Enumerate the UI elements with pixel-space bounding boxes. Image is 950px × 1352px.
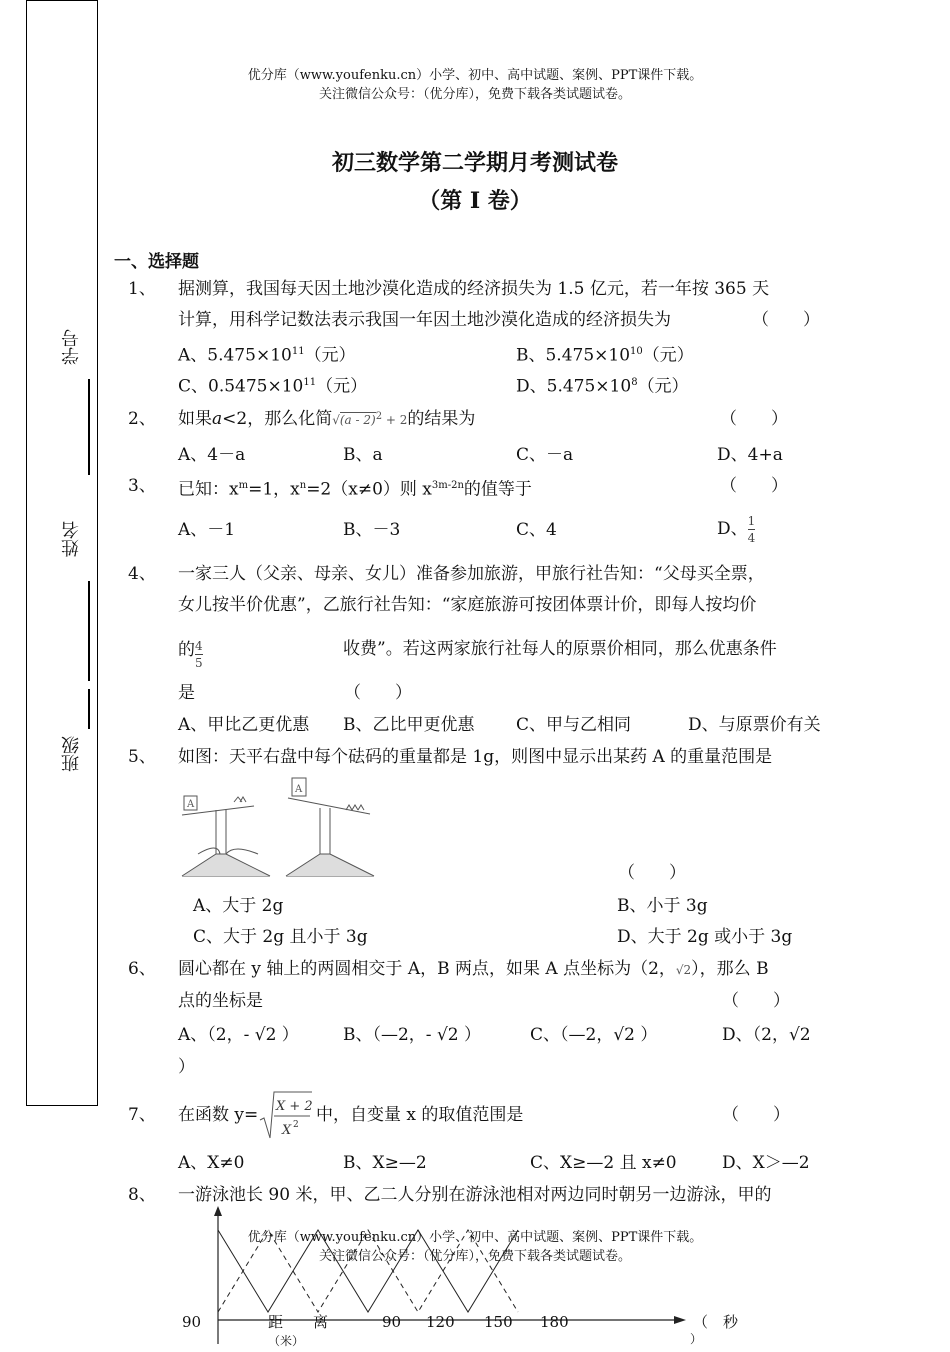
q2-option-c: C、－a [516,445,574,465]
section-heading: 一、选择题 [114,252,199,272]
svg-text:X + 2: X + 2 [276,1099,313,1114]
page-title: 初三数学第二学期月考测试卷 [331,150,618,176]
q4-option-c: C、甲与乙相同 [516,715,632,735]
graph-x-unit-close: ） [690,1332,703,1346]
id-label: 学号 [61,329,82,365]
class-line [88,689,90,729]
q3-stem: 已知：$x^m=1$，$x^n=2(x\ne 0)$则 $x^{3m-2n}$的值等于 [178,479,532,500]
q6-number: 6、 [128,959,156,979]
q2-option-a: A、4－a [178,445,246,465]
q2-option-d: D、4+a [717,445,783,465]
q5-option-c: C、大于 2g 且小于 3g [193,927,368,947]
q7-option-d: D、X＞—2 [722,1153,810,1173]
q4-line-2: 女儿按半价优惠”，乙旅行社告知：“家庭旅游可按团体票计价，即每人按均价 [178,595,757,615]
header-line-1: 优分库（www.youfenku.cn）小学、初中、高中试题、案例、PPT课件下载。 [247,68,703,83]
q7-radical [258,1090,314,1140]
x-tick-label: 150 [484,1313,513,1331]
q6-option-d-close: ） [178,1057,195,1077]
balance-right [286,778,374,876]
q4-number: 4、 [128,564,156,584]
graph-y-unit: （米） [268,1334,305,1348]
q6-option-b: B、（—2，- √2 ） [343,1025,482,1045]
name-line [88,581,90,681]
q1-option-a: A、$5.475\times 10^{11}$（元） [178,345,356,366]
balance-figure [178,772,378,882]
x-tick-label: 120 [426,1313,455,1331]
footer-line-1: 优分库（www.youfenku.cn）小学、初中、高中试题、案例、PPT课件下载。 [247,1230,703,1245]
q4-line-3-end: 收费”。若这两家旅行社每人的原票价相同，那么优惠条件 [343,639,777,659]
q2-number: 2、 [128,409,156,429]
header-line-2: 关注微信公众号：（优分库），免费下载各类试题试卷。 [318,87,631,102]
x-tick-label: 180 [540,1313,569,1331]
x-tick-label: 90 [382,1313,402,1331]
q7-option-b: B、X≥—2 [343,1153,427,1173]
q1-line-1: 据测算，我国每天因土地沙漠化造成的经济损失为 1.5 亿元，若一年按 365 天 [178,279,770,299]
graph-y-mark: 90 [182,1313,202,1331]
q3-paren: （ ） [720,476,788,496]
balance-left [182,796,270,876]
q4-option-b: B、乙比甲更优惠 [343,715,475,735]
q3-option-c: C、4 [516,520,557,540]
q7-option-a: A、X≠0 [178,1153,245,1173]
q8-number: 8、 [128,1185,156,1205]
q1-paren: （ ） [752,310,820,330]
q5-line-1: 如图：天平右盘中每个砝码的重量都是 1g，则图中显示出某药 A 的重量范围是 [178,747,773,767]
class-label: 班级 [61,736,82,772]
q6-line-1: 圆心都在 y 轴上的两圆相交于 A，B 两点，如果 A 点坐标为（2，√2），那么 B [178,959,769,979]
q4-line-1: 一家三人（父亲、母亲、女儿）准备参加旅游，甲旅行社告知：“父母买全票， [178,564,765,584]
x-axis-arrow [674,1316,686,1324]
q2-stem: 如果a<2，那么化简√(a - 2)$^2$ + 2的结果为 [178,409,476,429]
q2-radical: √(a - 2)$^2$ + 2 [332,411,408,427]
q3-number: 3、 [128,476,156,496]
footer-line-2: 关注微信公众号：（优分库），免费下载各类试题试卷。 [318,1249,631,1264]
q1-option-b: B、$5.475\times 10^{10}$（元） [516,345,694,366]
id-line [88,379,90,475]
q7-number: 7、 [128,1105,156,1125]
q6-paren: （ ） [722,991,790,1011]
q7-stem-start: 在函数 y= [178,1105,259,1125]
q5-paren: （ ） [618,863,686,883]
q5-option-b: B、小于 3g [617,896,708,916]
svg-text:A: A [295,784,303,795]
svg-text:2: 2 [293,1120,299,1130]
q2-option-b: B、a [343,445,383,465]
q4-paren: （ ） [344,683,412,703]
q7-paren: （ ） [722,1105,790,1125]
q2-paren: （ ） [720,409,788,429]
q6-option-d: D、（2，√2 [722,1025,811,1045]
q3-option-a: A、－1 [178,520,236,540]
q1-option-d: D、$5.475\times 10^8$（元） [516,376,689,397]
q7-stem-end: 中，自变量 x 的取值范围是 [316,1105,524,1125]
q6-option-a: A、（2，- √2 ） [178,1025,299,1045]
graph-x-unit: （ 秒 [693,1313,739,1331]
y-axis-arrow [214,1206,222,1216]
q3-option-d: D、 $\frac{1}{4}$ [717,514,756,545]
q6-option-c: C、（—2，√2 ） [530,1025,658,1045]
svg-text:X: X [282,1123,292,1138]
q4-line-3-start: 的 $\frac{4}{5}$ [178,639,203,670]
q4-option-d: D、与原票价有关 [688,715,821,735]
q8-line-1: 一游泳池长 90 米，甲、乙二人分别在游泳池相对两边同时朝另一边游泳，甲的 [178,1185,772,1205]
page-subtitle: （第 Ⅰ 卷） [418,188,532,214]
graph-y-label: 距 离 [268,1313,329,1331]
q1-line-2: 计算，用科学记数法表示我国一年因土地沙漠化造成的经济损失为 [178,310,671,330]
q1-number: 1、 [128,279,156,299]
q5-option-d: D、大于 2g 或小于 3g [617,927,793,947]
q3-option-b: B、－3 [343,520,401,540]
q5-option-a: A、大于 2g [193,896,284,916]
q4-option-a: A、甲比乙更优惠 [178,715,310,735]
q1-option-c: C、$0.5475\times 10^{11}$（元） [178,376,368,397]
q5-number: 5、 [128,747,156,767]
q6-line-2: 点的坐标是 [178,991,263,1011]
q8-graph [176,1204,776,1344]
q4-line-4: 是 [178,683,195,703]
name-label: 姓名 [61,521,82,557]
q7-option-c: C、X≥—2 且 x≠0 [530,1153,677,1173]
svg-text:A: A [187,799,195,810]
